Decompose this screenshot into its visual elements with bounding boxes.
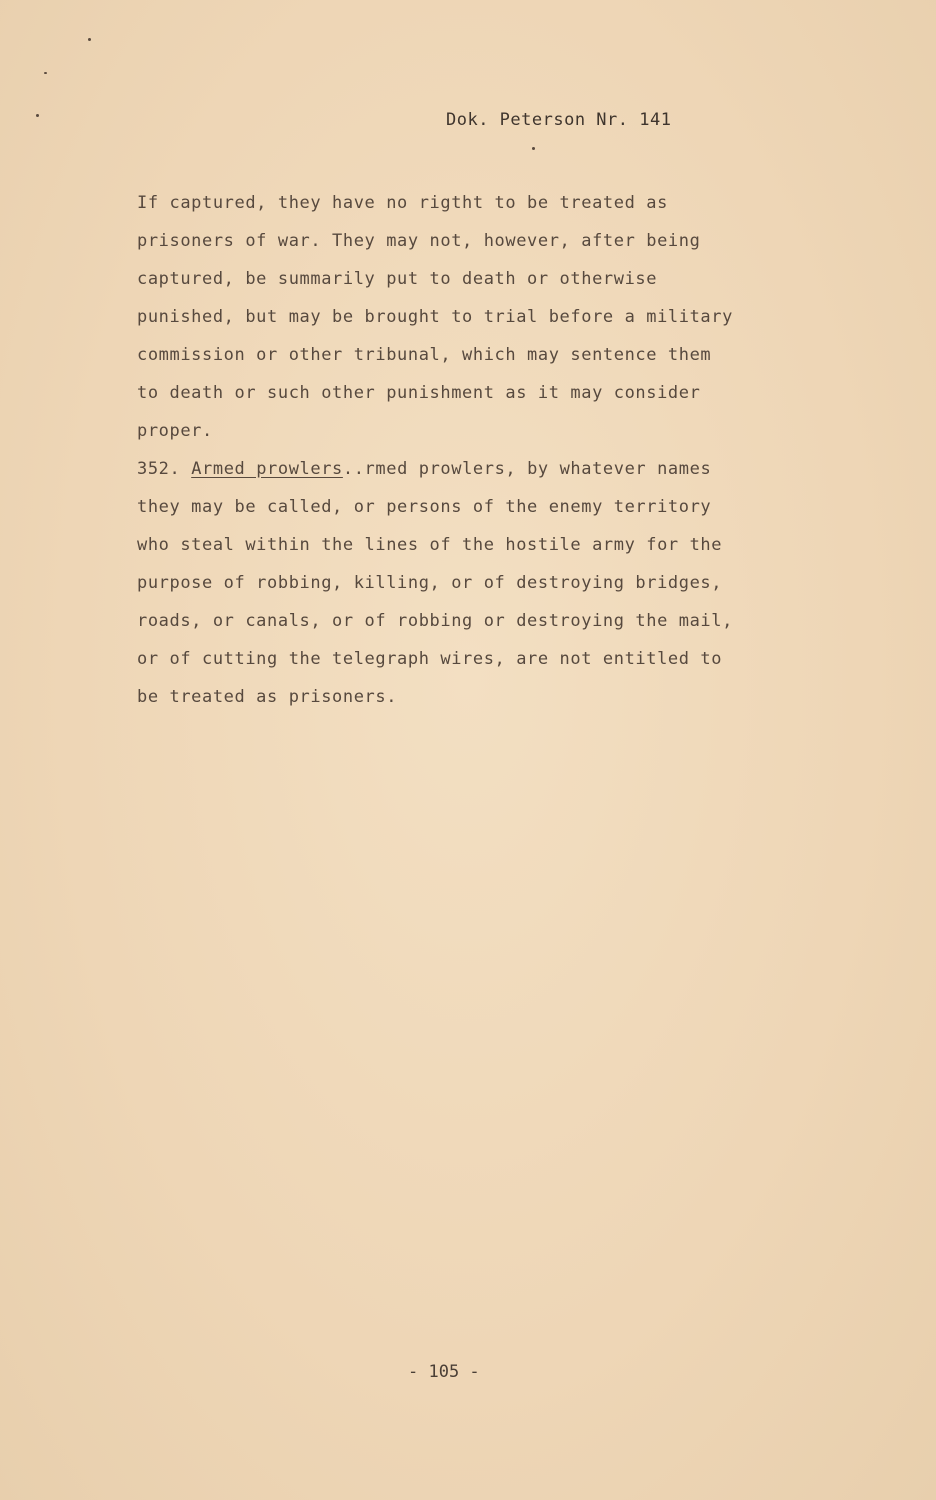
body-line: or of cutting the telegraph wires, are not entitled to [137, 649, 723, 669]
page-number: - 105 - [408, 1362, 480, 1382]
body-line: If captured, they have no rigtht to be treated as [137, 193, 668, 213]
ink-speck [88, 38, 91, 41]
body-line: to death or such other punishment as it may consider [137, 383, 701, 403]
body-line: prisoners of war. They may not, however, after being [137, 231, 701, 251]
body-line: who steal within the lines of the hostile army for the [137, 535, 723, 555]
body-line: commission or other tribunal, which may sentence them [137, 345, 712, 365]
paragraph-first-line-rest: ..rmed prowlers, by whatever names [342, 459, 712, 479]
paragraph-352-first-line [137, 450, 797, 488]
paragraph-heading: Armed prowlers [191, 459, 343, 479]
body-line: roads, or canals, or of robbing or destroying the mail, [137, 611, 733, 631]
body-line: punished, but may be brought to trial before a military [137, 307, 733, 327]
body-line: be treated as prisoners. [137, 687, 398, 707]
ink-speck [44, 72, 47, 74]
body-line: captured, be summarily put to death or otherwise [137, 269, 658, 289]
ink-speck [532, 147, 535, 150]
paragraph-number: 352. [137, 459, 181, 479]
document-body [137, 184, 797, 716]
ink-speck [36, 114, 39, 117]
document-reference: Dok. Peterson Nr. 141 [446, 110, 672, 130]
body-line: proper. [137, 421, 213, 441]
body-line: purpose of robbing, killing, or of destroying bridges, [137, 573, 723, 593]
body-line: they may be called, or persons of the enemy territory [137, 497, 712, 517]
